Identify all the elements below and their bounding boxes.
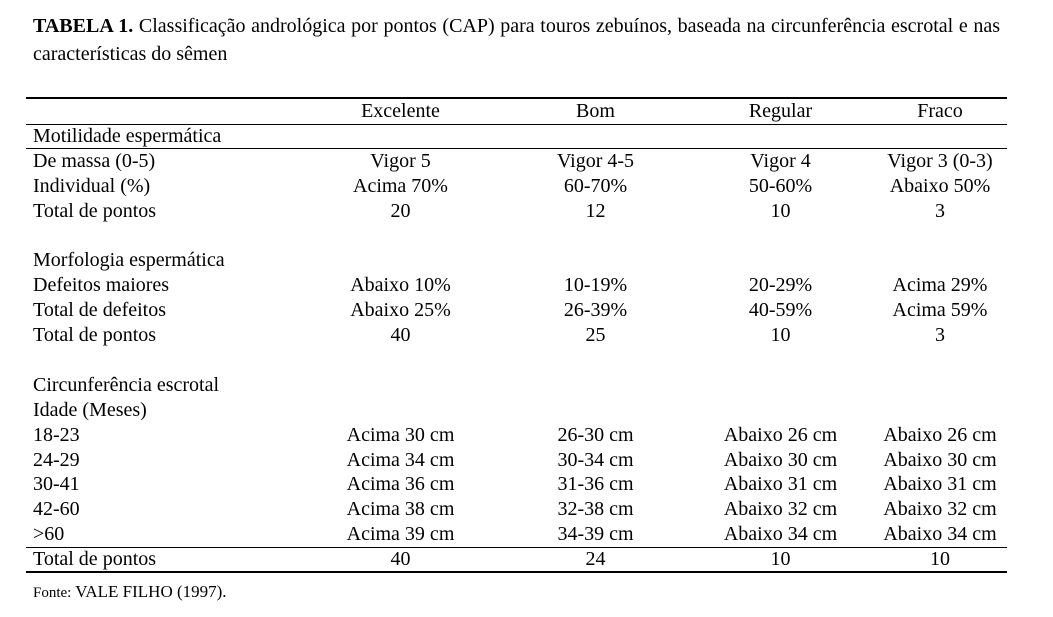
table-cell: 3 [935, 324, 945, 347]
table-cell: Acima 30 cm [346, 423, 455, 446]
table-row [26, 199, 1007, 224]
row-label: 18-23 [33, 423, 80, 446]
table-cell: Vigor 4-5 [556, 150, 635, 173]
table-cell: 26-30 cm [557, 423, 634, 446]
table-cell: 30-34 cm [557, 448, 634, 471]
row-label: Total de pontos [26, 547, 298, 572]
table-cell: Abaixo 50% [889, 174, 991, 197]
row-label: 42-60 [33, 498, 80, 521]
row-label: Idade (Meses) [33, 398, 147, 421]
table-cell: 32-38 cm [557, 498, 634, 521]
table-body [26, 124, 1007, 572]
table-cell: 10-19% [563, 274, 628, 297]
row-label: Circunferência escrotal [33, 373, 220, 396]
table-caption [26, 12, 1000, 68]
table-cell: Abaixo 31 cm [723, 473, 838, 496]
table-cell [688, 124, 873, 149]
row-label: Individual (%) [33, 174, 151, 197]
table-row [26, 547, 1007, 572]
table-row [26, 423, 1007, 448]
table-cell: Abaixo 32 cm [723, 498, 838, 521]
table-cell: Abaixo 30 cm [723, 448, 838, 471]
table-cell: 20 [390, 199, 411, 222]
table-row [26, 373, 1007, 398]
table-cell [503, 373, 688, 398]
table-cell: Abaixo 26 cm [723, 423, 838, 446]
table-cell: Abaixo 26 cm [883, 423, 997, 446]
row-label: 24-29 [33, 448, 80, 471]
table-cell: 31-36 cm [557, 473, 634, 496]
table-cell [503, 398, 688, 423]
table-cell: 25 [585, 324, 606, 347]
table-cell: 34-39 cm [503, 522, 688, 547]
table-cell: Acima 34 cm [346, 448, 455, 471]
table-cell: Acima 70% [353, 174, 448, 197]
table-cell: 10 [688, 547, 873, 572]
table-cell: 20-29% [748, 274, 813, 297]
table-cell [873, 124, 1007, 149]
table-cell [503, 224, 688, 249]
table-cell: 10 [873, 547, 1007, 572]
table-cell [503, 348, 688, 373]
table-row [26, 248, 1007, 273]
table-cell: 24 [503, 547, 688, 572]
table-cell [688, 348, 873, 373]
table-cell: 10 [770, 199, 791, 222]
table-source-text: VALE FILHO (1997). [75, 582, 227, 602]
table-cell [298, 124, 503, 149]
table-cell [688, 248, 873, 273]
table-cell [298, 248, 503, 273]
row-label: Morfologia espermática [33, 249, 225, 272]
table-cell: Acima 29% [892, 274, 988, 297]
row-label: Defeitos maiores [33, 274, 170, 297]
classification-table [26, 97, 1007, 573]
table-cell: Abaixo 25% [350, 299, 451, 322]
table-cell: Abaixo 32 cm [883, 498, 997, 521]
table-cell [503, 248, 688, 273]
table-cell: Abaixo 10% [350, 274, 451, 297]
table-row [26, 522, 1007, 547]
column-header: Excelente [298, 98, 503, 124]
table-cell [298, 373, 503, 398]
table-row [26, 472, 1007, 497]
table-row [26, 323, 1007, 348]
table-source-label: Fonte: [33, 585, 72, 602]
row-label: 30-41 [33, 473, 80, 496]
table-cell: Abaixo 31 cm [883, 473, 997, 496]
table-cell [873, 248, 1007, 273]
table-row [26, 298, 1007, 323]
row-label: De massa (0-5) [33, 150, 156, 173]
table-cell [298, 348, 503, 373]
table-row [26, 149, 1007, 174]
row-label: Total de defeitos [33, 299, 166, 322]
table-row [26, 348, 1007, 373]
table-cell: 50-60% [748, 174, 813, 197]
row-label: Total de pontos [33, 324, 157, 347]
row-label: Total de pontos [33, 199, 157, 222]
table-cell [873, 348, 1007, 373]
table-cell: Abaixo 34 cm [688, 522, 873, 547]
table-cell: 26-39% [563, 299, 628, 322]
table-row [26, 174, 1007, 199]
table-cell: Acima 38 cm [346, 498, 455, 521]
table-header [26, 98, 1007, 124]
column-header: Bom [503, 98, 688, 124]
table-cell [688, 224, 873, 249]
column-header [26, 98, 298, 124]
table-cell: Vigor 5 [370, 150, 431, 173]
row-label: >60 [26, 522, 298, 547]
table-cell: 12 [585, 199, 606, 222]
row-label: Motilidade espermática [26, 124, 298, 149]
table-cell [873, 373, 1007, 398]
table-cell [688, 373, 873, 398]
table-cell: 40 [298, 547, 503, 572]
table-cell: Vigor 3 (0-3) [887, 150, 993, 173]
table-row [26, 124, 1007, 149]
table-cell [688, 398, 873, 423]
table-cell: Abaixo 34 cm [873, 522, 1007, 547]
table-row [26, 448, 1007, 473]
table-row [26, 497, 1007, 522]
table-cell: 3 [935, 199, 945, 222]
table-cell: Acima 39 cm [298, 522, 503, 547]
table-cell: 60-70% [563, 174, 628, 197]
table-row [26, 398, 1007, 423]
table-source [26, 582, 1007, 602]
table-caption-label: TABELA 1. [33, 15, 134, 37]
row-label [26, 348, 298, 373]
table-cell [298, 398, 503, 423]
table-cell [298, 224, 503, 249]
table-cell: Acima 59% [892, 299, 988, 322]
table-cell: Acima 36 cm [346, 473, 455, 496]
table-row [26, 224, 1007, 249]
column-header: Fraco [873, 98, 1007, 124]
table-cell: Vigor 4 [750, 150, 811, 173]
column-header: Regular [688, 98, 873, 124]
table-caption-text: Classificação andrológica por pontos (CAP) para touros zebuínos, baseada na circunferência escrotal e nas características do sêmen [33, 15, 1000, 65]
table-cell: 40 [390, 324, 411, 347]
table-header-row [26, 98, 1007, 124]
table-cell [503, 124, 688, 149]
row-label [26, 224, 298, 249]
table-cell: 10 [770, 324, 791, 347]
table-cell: Abaixo 30 cm [883, 448, 997, 471]
table-cell: 40-59% [748, 299, 813, 322]
table-cell [873, 224, 1007, 249]
table-row [26, 273, 1007, 298]
table-cell [873, 398, 1007, 423]
